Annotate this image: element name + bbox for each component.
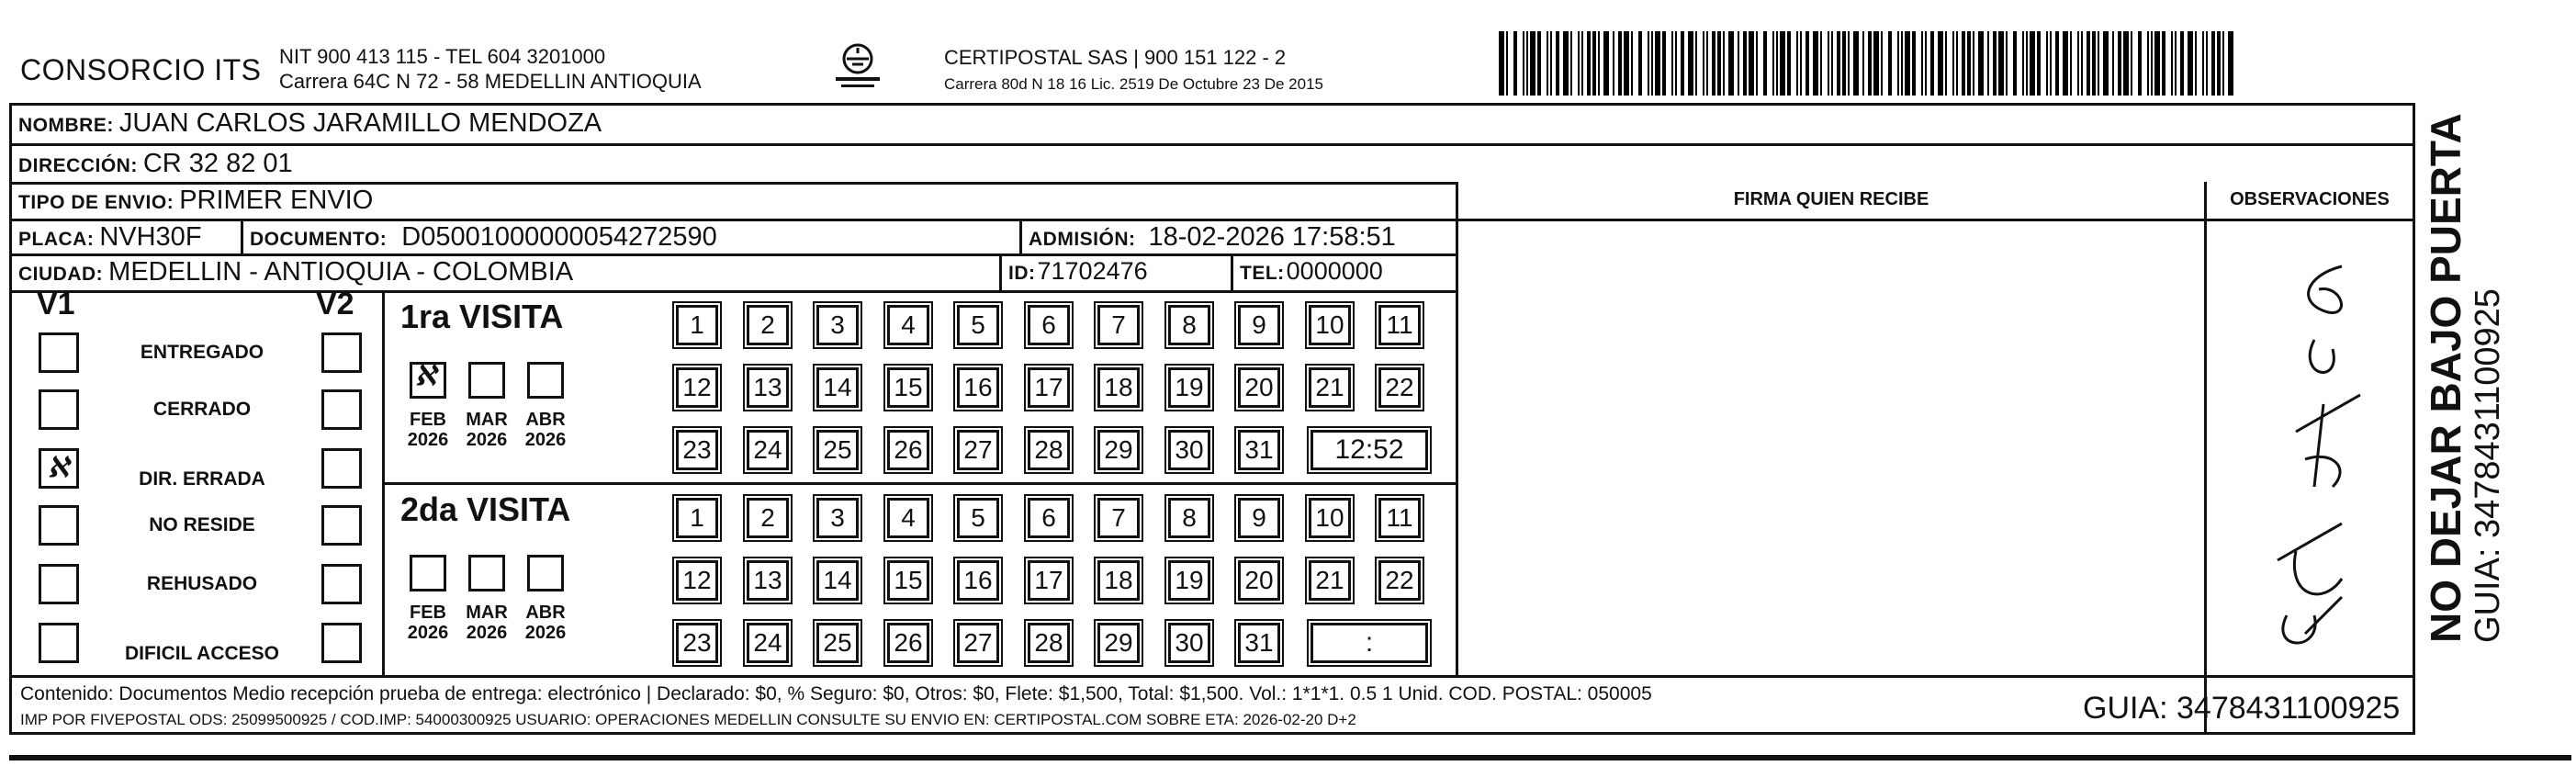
barcode-bar	[2222, 31, 2224, 96]
barcode-bar	[1578, 31, 1580, 96]
barcode-bar	[2175, 31, 2177, 96]
carrier-nit-line: CERTIPOSTAL SAS | 900 151 122 - 2	[944, 46, 1287, 69]
id-sep	[999, 253, 1002, 290]
status-label: REHUSADO	[146, 573, 258, 594]
barcode-bar	[1862, 31, 1864, 96]
barcode-bar	[1787, 31, 1791, 96]
day-box[interactable]: 27	[957, 623, 999, 663]
month-year: 2026	[407, 430, 449, 450]
line-5	[9, 290, 1458, 293]
barcode-bar	[1978, 31, 1984, 96]
cut-line	[9, 755, 2571, 760]
status-label: DIR. ERRADA	[139, 468, 265, 490]
barcode-bar	[1772, 31, 1774, 96]
month-year: 2026	[466, 430, 508, 450]
documento-value: D05001000000054272590	[401, 222, 717, 252]
barcode-bar	[2180, 31, 2184, 96]
company-info	[279, 44, 702, 94]
v1-checkbox[interactable]	[39, 332, 79, 373]
month-label	[400, 410, 456, 450]
barcode-bar	[2112, 31, 2114, 96]
barcode-bar	[1813, 31, 1818, 96]
barcode-bar	[2103, 31, 2109, 96]
barcode-bar	[2188, 31, 2193, 96]
day-box[interactable]: 22	[1378, 367, 1421, 408]
admision-sep	[1019, 219, 1022, 253]
tel-sep	[1231, 253, 1233, 290]
v2-checkbox[interactable]	[321, 389, 362, 430]
barcode-bar	[2195, 31, 2197, 96]
month-checkbox[interactable]	[468, 362, 505, 399]
barcode-bar	[1671, 31, 1673, 96]
barcode-bar	[1945, 31, 1947, 96]
barcode-bar	[1805, 31, 1809, 96]
carrier-address-line: Carrera 80d N 18 16 Lic. 2519 De Octubre 23 De 2015	[944, 75, 1323, 93]
month-year: 2026	[524, 623, 567, 643]
barcode-bar	[2171, 31, 2173, 96]
barcode-bar	[2147, 31, 2149, 96]
barcode-bar	[2081, 31, 2083, 96]
barcode-bar	[1868, 31, 1872, 96]
documento-label: DOCUMENTO:	[250, 229, 388, 250]
ciudad-row	[18, 257, 573, 287]
day-box[interactable]: 15	[887, 560, 929, 601]
day-box[interactable]: 28	[1028, 430, 1070, 470]
barcode-bar	[1688, 31, 1693, 96]
day-box[interactable]: 11	[1378, 498, 1421, 538]
month-checkbox[interactable]	[527, 362, 564, 399]
placa-label: PLACA:	[18, 229, 95, 250]
barcode-bar	[1828, 31, 1829, 96]
day-box[interactable]: 7	[1097, 498, 1140, 538]
nit-line: NIT 900 413 115 - TEL 604 3201000	[279, 45, 606, 68]
barcode-bar	[1967, 31, 1971, 96]
day-box[interactable]: 24	[747, 430, 789, 470]
barcode-bar	[1499, 31, 1504, 96]
day-box[interactable]: 1	[676, 498, 718, 538]
barcode-bar	[1952, 31, 1954, 96]
barcode-bar	[1603, 31, 1609, 96]
barcode-bar	[2154, 31, 2160, 96]
barcode-bar	[1513, 31, 1517, 96]
day-box[interactable]: 3	[816, 305, 859, 345]
barcode-bar	[1881, 31, 1883, 96]
day-box[interactable]: 13	[747, 560, 789, 601]
status-label: CERRADO	[152, 399, 252, 420]
barcode-bar	[1776, 31, 1778, 96]
barcode-bar	[1530, 31, 1535, 96]
tipo-label: TIPO DE ENVIO:	[18, 192, 174, 213]
placa-row	[18, 222, 202, 253]
day-box[interactable]: 25	[816, 430, 859, 470]
firma-header: FIRMA QUIEN RECIBE	[1733, 189, 1929, 209]
day-box[interactable]: 27	[957, 430, 999, 470]
day-box[interactable]: 3	[816, 498, 859, 538]
direccion-value: CR 32 82 01	[142, 149, 293, 178]
side-note	[2423, 113, 2507, 643]
admision-value: 18-02-2026 17:58:51	[1148, 222, 1396, 252]
v2-header: V2	[316, 287, 354, 321]
day-box[interactable]: 14	[816, 560, 859, 601]
barcode-bar	[2037, 31, 2041, 96]
month-year: 2026	[407, 623, 449, 643]
observaciones-header: OBSERVACIONES	[2230, 189, 2390, 209]
barcode-bar	[1681, 31, 1684, 96]
day-box[interactable]: 4	[887, 498, 929, 538]
barcode-bar	[1624, 31, 1629, 96]
barcode-bar	[2098, 31, 2099, 96]
id-value: 71702476	[1037, 257, 1148, 285]
month-checkbox[interactable]	[527, 555, 564, 591]
status-label: NO RESIDE	[149, 514, 255, 535]
barcode-bar	[1675, 31, 1677, 96]
month-name: ABR	[525, 410, 566, 430]
day-box[interactable]: 15	[887, 367, 929, 408]
day-box[interactable]: 31	[1238, 623, 1280, 663]
day-box[interactable]: 16	[957, 560, 999, 601]
barcode-bar	[1820, 31, 1822, 96]
barcode-bar	[1550, 31, 1552, 96]
v1-checkbox[interactable]	[39, 623, 79, 663]
tipo-value: PRIMER ENVIO	[179, 186, 374, 215]
barcode-bar	[2131, 31, 2132, 96]
side-guia-number: GUIA: 3478431100925	[2469, 288, 2507, 643]
placa-sep	[241, 219, 243, 253]
v1-checkbox[interactable]	[39, 505, 79, 546]
barcode-bar	[1506, 31, 1508, 96]
v2-checkbox[interactable]	[321, 623, 362, 663]
barcode-bar	[1993, 31, 1997, 96]
barcode-bar	[2217, 31, 2221, 96]
barcode-bar	[1925, 31, 1927, 96]
barcode-bar	[1796, 31, 1798, 96]
carrier-info	[944, 44, 1323, 97]
day-box[interactable]: 6	[1028, 498, 1070, 538]
frame-footer-bottom	[9, 732, 2415, 735]
visit-title: 1ra VISITA	[400, 298, 564, 335]
month-checkbox[interactable]	[410, 555, 446, 591]
barcode-bar	[1897, 31, 1899, 96]
visit-title: 2da VISITA	[400, 490, 571, 528]
day-box[interactable]: 8	[1168, 498, 1210, 538]
barcode-bar	[2006, 31, 2008, 96]
barcode-bar	[1537, 31, 1541, 96]
admision-row	[1029, 222, 1396, 253]
barcode-bar	[2118, 31, 2121, 96]
day-box[interactable]: 30	[1168, 430, 1210, 470]
month-label	[518, 603, 573, 643]
handwritten-mark: ℵ	[48, 452, 69, 484]
day-box[interactable]: 25	[816, 623, 859, 663]
day-box[interactable]: 7	[1097, 305, 1140, 345]
barcode-bar	[2138, 31, 2142, 96]
brand-name: CONSORCIO ITS	[20, 53, 262, 86]
day-box[interactable]: 28	[1028, 623, 1070, 663]
barcode-bar	[1853, 31, 1859, 96]
barcode-bar	[1723, 31, 1725, 96]
day-box[interactable]: 6	[1028, 305, 1070, 345]
day-box[interactable]: 26	[887, 623, 929, 663]
print-info: IMP POR FIVEPOSTAL ODS: 25099500925 / COD.IMP: 54000300925 USUARIO: OPERACIONES MEDELLIN CONSULTE SU ENVIO EN: CERTIPOSTAL.COM SOBRE ETA: 2026-02-20 D+2	[20, 711, 1356, 728]
barcode-bar	[2162, 31, 2165, 96]
barcode-bar	[1921, 31, 1923, 96]
barcode-bar	[1598, 31, 1600, 96]
barcode-bar	[1938, 31, 1943, 96]
barcode-bar	[1973, 31, 1974, 96]
barcode-bar	[1905, 31, 1910, 96]
barcode-bar	[1662, 31, 1666, 96]
day-box[interactable]: 11	[1378, 305, 1421, 345]
month-label	[518, 410, 573, 450]
barcode-bar	[2055, 31, 2059, 96]
time-box[interactable]: 12:52	[1310, 430, 1428, 470]
ciudad-value: MEDELLIN - ANTIOQUIA - COLOMBIA	[108, 257, 574, 287]
barcode-bar	[2030, 31, 2035, 96]
barcode-bar	[1998, 31, 2004, 96]
barcode-bar	[1526, 31, 1528, 96]
barcode-bar	[1581, 31, 1583, 96]
month-label	[400, 603, 456, 643]
signature-handwriting	[2241, 248, 2388, 661]
barcode-bar	[1703, 31, 1704, 96]
barcode-bar	[2087, 31, 2090, 96]
day-box[interactable]: 10	[1309, 498, 1351, 538]
status-sep	[382, 290, 385, 676]
barcode-bar	[1888, 31, 1892, 96]
day-box[interactable]: 14	[816, 367, 859, 408]
barcode-icon	[1499, 31, 2239, 96]
barcode-bar	[2063, 31, 2068, 96]
barcode-bar	[1570, 31, 1572, 96]
barcode-bar	[2206, 31, 2208, 96]
day-box[interactable]: 8	[1168, 305, 1210, 345]
line-3	[9, 219, 2415, 221]
barcode-bar	[2070, 31, 2072, 96]
barcode-bar	[1523, 31, 1524, 96]
barcode-bar	[1901, 31, 1903, 96]
barcode-bar	[1800, 31, 1802, 96]
day-box[interactable]: 21	[1309, 367, 1351, 408]
day-box[interactable]: 20	[1238, 367, 1280, 408]
frame-right	[2413, 103, 2415, 732]
day-box[interactable]: 1	[676, 305, 718, 345]
nombre-row	[18, 108, 602, 139]
month-year: 2026	[524, 430, 567, 450]
placa-value: NVH30F	[99, 222, 202, 252]
barcode-bar	[1756, 31, 1758, 96]
month-year: 2026	[466, 623, 508, 643]
barcode-bar	[2202, 31, 2204, 96]
barcode-bar	[1631, 31, 1633, 96]
admision-label: ADMISIÓN:	[1029, 229, 1136, 250]
time-box[interactable]: :	[1310, 623, 1428, 663]
barcode-bar	[1563, 31, 1569, 96]
barcode-bar	[1587, 31, 1591, 96]
barcode-bar	[1547, 31, 1548, 96]
day-box[interactable]: 2	[747, 498, 789, 538]
v2-checkbox[interactable]	[321, 332, 362, 373]
month-name: MAR	[466, 410, 508, 430]
frame-top	[9, 103, 2415, 106]
barcode-bar	[1706, 31, 1708, 96]
content-summary: Contenido: Documentos Medio recepción prueba de entrega: electrónico | Declarado: $0, % Seguro: $0, Otros: $0, Flete: $1,500, Total: $1,500. Vol.: 1*1*1. 0.5 1 Unid. COD. POSTAL: 050005	[20, 683, 1652, 704]
barcode-bar	[1695, 31, 1697, 96]
barcode-bar	[1831, 31, 1833, 96]
barcode-bar	[1763, 31, 1767, 96]
nombre-label: NOMBRE:	[18, 115, 114, 136]
day-box[interactable]: 17	[1028, 367, 1070, 408]
barcode-bar	[1842, 31, 1846, 96]
barcode-bar	[1712, 31, 1715, 96]
barcode-bar	[1848, 31, 1850, 96]
certipostal-logo-icon	[825, 40, 891, 96]
day-box[interactable]: 16	[957, 367, 999, 408]
barcode-bar	[2077, 31, 2079, 96]
barcode-bar	[2092, 31, 2096, 96]
col-obs-left	[2204, 182, 2207, 678]
barcode-bar	[1873, 31, 1879, 96]
barcode-bar	[1837, 31, 1840, 96]
barcode-bar	[2050, 31, 2052, 96]
day-box[interactable]: 18	[1097, 367, 1140, 408]
barcode-bar	[2026, 31, 2028, 96]
barcode-bar	[2151, 31, 2153, 96]
col-firma-left	[1456, 182, 1458, 678]
day-box[interactable]: 23	[676, 430, 718, 470]
barcode-bar	[1738, 31, 1739, 96]
frame-left	[9, 103, 12, 732]
tipo-row	[18, 186, 373, 216]
month-name: MAR	[466, 603, 508, 623]
day-box[interactable]: 29	[1097, 430, 1140, 470]
day-box[interactable]: 12	[676, 560, 718, 601]
barcode-bar	[1962, 31, 1965, 96]
barcode-bar	[1987, 31, 1989, 96]
line-2	[9, 182, 1458, 185]
documento-row	[250, 222, 717, 253]
ciudad-label: CIUDAD:	[18, 264, 104, 285]
day-box[interactable]: 2	[747, 305, 789, 345]
direccion-label: DIRECCIÓN:	[18, 155, 138, 176]
month-name: FEB	[410, 603, 446, 623]
day-box[interactable]: 24	[747, 623, 789, 663]
month-name: FEB	[410, 410, 446, 430]
barcode-bar	[1655, 31, 1660, 96]
day-box[interactable]: 31	[1238, 430, 1280, 470]
day-box[interactable]: 10	[1309, 305, 1351, 345]
nombre-value: JUAN CARLOS JARAMILLO MENDOZA	[118, 108, 602, 138]
barcode-bar	[1930, 31, 1934, 96]
month-label	[459, 410, 514, 450]
v1-header: V1	[37, 287, 75, 321]
day-box[interactable]: 5	[957, 498, 999, 538]
barcode-bar	[2228, 31, 2233, 96]
day-box[interactable]: 9	[1238, 305, 1280, 345]
day-box[interactable]: 19	[1168, 560, 1210, 601]
barcode-bar	[2013, 31, 2017, 96]
barcode-bar	[1780, 31, 1785, 96]
day-box[interactable]: 20	[1238, 560, 1280, 601]
barcode-bar	[1613, 31, 1614, 96]
barcode-bar	[2211, 31, 2215, 96]
tel-label: TEL:	[1240, 263, 1285, 284]
day-box[interactable]: 12	[676, 367, 718, 408]
day-box[interactable]: 13	[747, 367, 789, 408]
no-dejar-bajo-puerta: NO DEJAR BAJO PUERTA	[2422, 113, 2469, 643]
barcode-bar	[1912, 31, 1916, 96]
day-box[interactable]: 17	[1028, 560, 1070, 601]
visit-divider	[384, 482, 1458, 485]
address-line: Carrera 64C N 72 - 58 MEDELLIN ANTIOQUIA	[279, 70, 702, 93]
barcode-bar	[1717, 31, 1721, 96]
month-label	[459, 603, 514, 643]
status-label: DIFICIL ACCESO	[124, 643, 279, 664]
barcode-bar	[1743, 31, 1747, 96]
barcode-bar	[1956, 31, 1958, 96]
day-box[interactable]: 22	[1378, 560, 1421, 601]
barcode-bar	[2123, 31, 2129, 96]
barcode-bar	[1592, 31, 1596, 96]
day-box[interactable]: 23	[676, 623, 718, 663]
barcode-bar	[2022, 31, 2024, 96]
barcode-bar	[1749, 31, 1754, 96]
v2-checkbox[interactable]	[321, 448, 362, 489]
status-label: ENTREGADO	[140, 342, 264, 363]
day-box[interactable]: 19	[1168, 367, 1210, 408]
id-row	[1008, 257, 1148, 286]
guia-number: GUIA: 3478431100925	[2083, 691, 2401, 726]
day-box[interactable]: 18	[1097, 560, 1140, 601]
barcode-bar	[1648, 31, 1649, 96]
barcode-bar	[1638, 31, 1642, 96]
frame-bottom	[9, 675, 2415, 678]
day-box[interactable]: 30	[1168, 623, 1210, 663]
id-label: ID:	[1008, 263, 1036, 284]
tel-value: 0000000	[1286, 257, 1383, 285]
v2-checkbox[interactable]	[321, 505, 362, 546]
day-box[interactable]: 9	[1238, 498, 1280, 538]
line-4	[9, 253, 1458, 256]
barcode-bar	[1556, 31, 1559, 96]
direccion-row	[18, 149, 293, 179]
month-checkbox[interactable]	[468, 555, 505, 591]
day-box[interactable]: 5	[957, 305, 999, 345]
barcode-bar	[1618, 31, 1622, 96]
tel-row	[1240, 257, 1383, 286]
handwritten-mark: ℵ	[415, 360, 436, 392]
v1-checkbox[interactable]	[39, 389, 79, 430]
day-box[interactable]: 21	[1309, 560, 1351, 601]
barcode-bar	[2046, 31, 2048, 96]
v1-checkbox[interactable]	[39, 564, 79, 604]
month-name: ABR	[525, 603, 566, 623]
barcode-bar	[1651, 31, 1653, 96]
barcode-bar	[1728, 31, 1734, 96]
line-1	[9, 143, 2415, 146]
day-box[interactable]: 26	[887, 430, 929, 470]
day-box[interactable]: 29	[1097, 623, 1140, 663]
v2-checkbox[interactable]	[321, 564, 362, 604]
day-box[interactable]: 4	[887, 305, 929, 345]
